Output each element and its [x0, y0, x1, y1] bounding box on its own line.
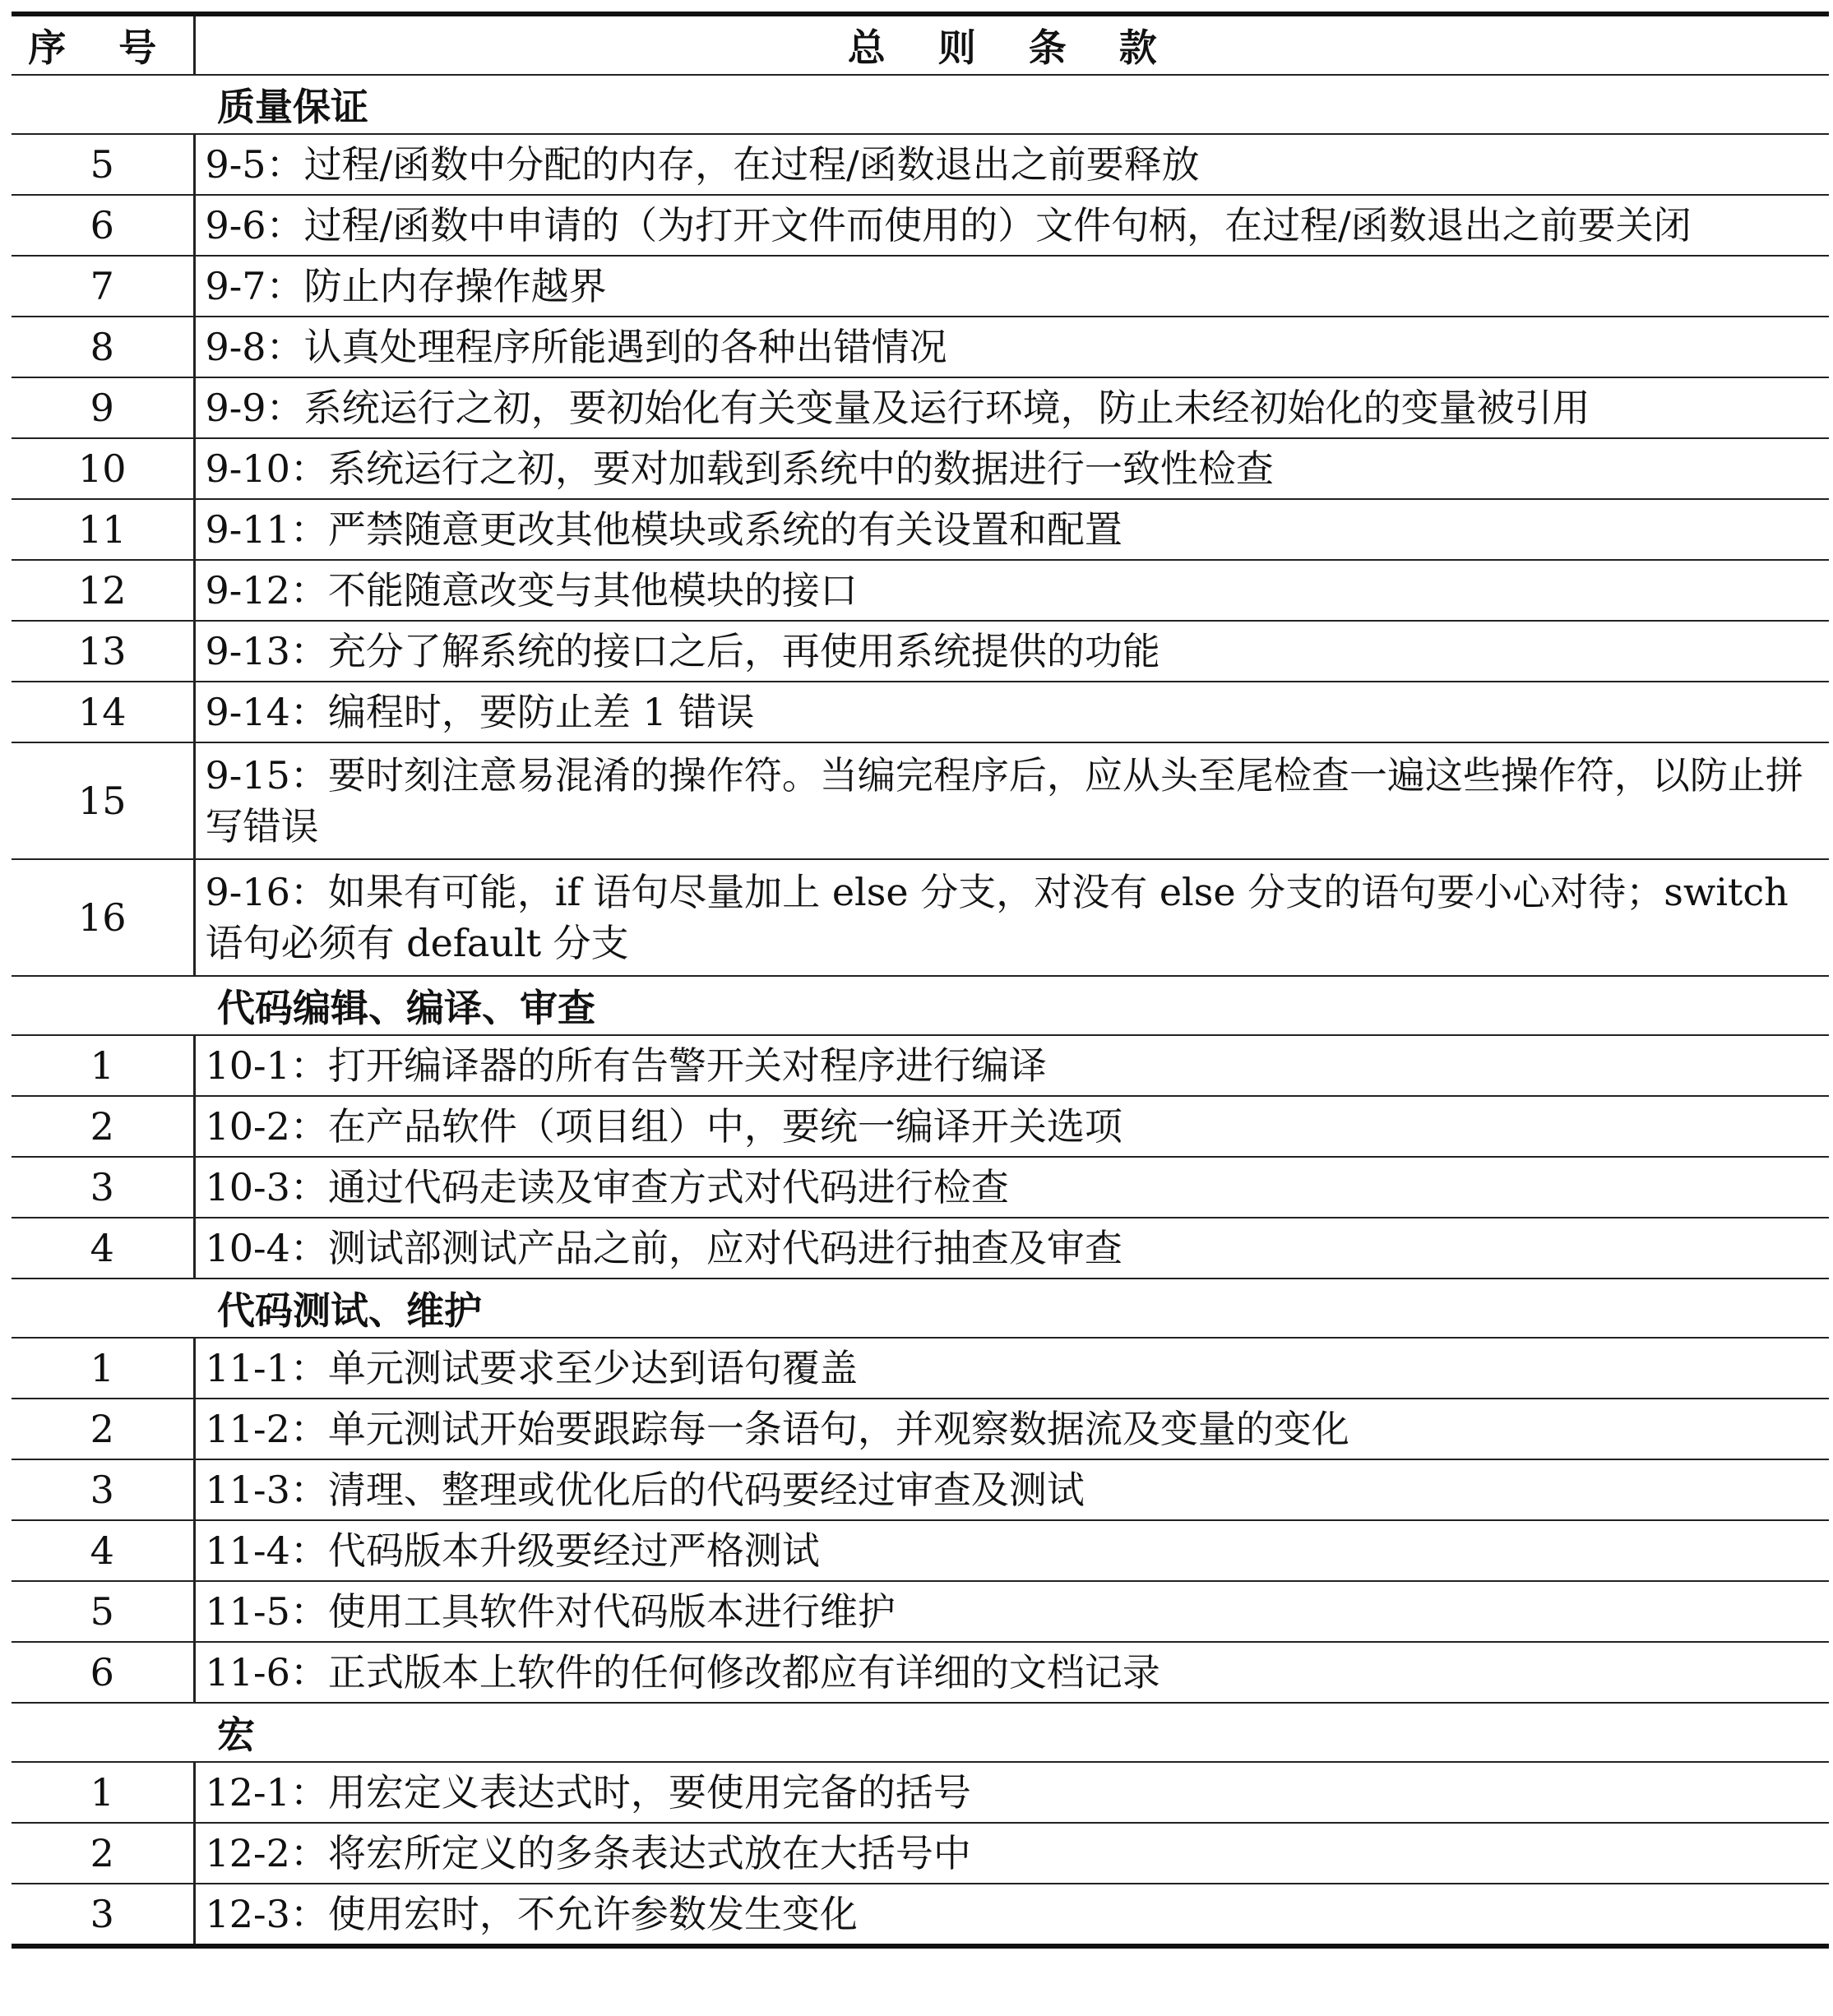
row-number: 8: [12, 317, 194, 377]
table-row: [12, 1823, 1829, 1884]
row-number: 1: [12, 1035, 194, 1096]
row-text: 12-1：用宏定义表达式时，要使用完备的括号: [194, 1762, 1829, 1823]
table-row: [12, 742, 1829, 859]
row-text: 11-3：清理、整理或优化后的代码要经过审查及测试: [194, 1459, 1829, 1520]
table-row: [12, 1459, 1829, 1520]
table-row: [12, 621, 1829, 682]
row-number: 2: [12, 1096, 194, 1157]
row-text: 9-13：充分了解系统的接口之后，再使用系统提供的功能: [194, 621, 1829, 682]
section-row-quality: [12, 75, 1829, 134]
table-row: [12, 1520, 1829, 1581]
table-row: [12, 317, 1829, 377]
row-text: 9-6：过程/函数中申请的（为打开文件而使用的）文件句柄，在过程/函数退出之前要关闭: [194, 195, 1829, 256]
row-text: 9-11：严禁随意更改其他模块或系统的有关设置和配置: [194, 499, 1829, 560]
row-number: 2: [12, 1823, 194, 1884]
row-number: 5: [12, 134, 194, 195]
table-row: [12, 682, 1829, 742]
table-row: [12, 859, 1829, 976]
table-row: [12, 377, 1829, 438]
table-row: [12, 1884, 1829, 1946]
row-number: 2: [12, 1399, 194, 1459]
row-number: 3: [12, 1157, 194, 1218]
row-text: 9-8：认真处理程序所能遇到的各种出错情况: [194, 317, 1829, 377]
row-number: 6: [12, 195, 194, 256]
row-text: 11-2：单元测试开始要跟踪每一条语句，并观察数据流及变量的变化: [194, 1399, 1829, 1459]
section-row-macro: [12, 1703, 1829, 1762]
row-number: 9: [12, 377, 194, 438]
row-text: 9-7：防止内存操作越界: [194, 256, 1829, 317]
row-number: 5: [12, 1581, 194, 1642]
row-text: 10-2：在产品软件（项目组）中，要统一编译开关选项: [194, 1096, 1829, 1157]
row-text: 9-14：编程时，要防止差 1 错误: [194, 682, 1829, 742]
row-number: 6: [12, 1642, 194, 1703]
row-number: 11: [12, 499, 194, 560]
row-number: 4: [12, 1520, 194, 1581]
section-title: 代码编辑、编译、审查: [12, 976, 1829, 1035]
row-text: 9-15：要时刻注意易混淆的操作符。当编完程序后，应从头至尾检查一遍这些操作符，以防止拼写错误: [194, 742, 1829, 859]
row-text: 11-4：代码版本升级要经过严格测试: [194, 1520, 1829, 1581]
table-row: [12, 1218, 1829, 1278]
row-text: 10-1：打开编译器的所有告警开关对程序进行编译: [194, 1035, 1829, 1096]
row-number: 14: [12, 682, 194, 742]
table-body: [12, 75, 1829, 1946]
section-row-code-testing: [12, 1278, 1829, 1338]
row-text: 10-4：测试部测试产品之前，应对代码进行抽查及审查: [194, 1218, 1829, 1278]
table-row: [12, 1642, 1829, 1703]
table-row: [12, 560, 1829, 621]
table-row: [12, 1581, 1829, 1642]
row-number: 15: [12, 742, 194, 859]
table-row: [12, 1157, 1829, 1218]
row-number: 1: [12, 1338, 194, 1399]
row-number: 1: [12, 1762, 194, 1823]
section-title: 质量保证: [12, 75, 1829, 134]
row-number: 12: [12, 560, 194, 621]
table-row: [12, 256, 1829, 317]
row-text: 9-9：系统运行之初，要初始化有关变量及运行环境，防止未经初始化的变量被引用: [194, 377, 1829, 438]
table-header-row: [12, 14, 1829, 75]
row-text: 11-5：使用工具软件对代码版本进行维护: [194, 1581, 1829, 1642]
table-row: [12, 195, 1829, 256]
row-text: 9-12：不能随意改变与其他模块的接口: [194, 560, 1829, 621]
table-row: [12, 1399, 1829, 1459]
header-number: 序 号: [12, 14, 194, 75]
row-text: 12-2：将宏所定义的多条表达式放在大括号中: [194, 1823, 1829, 1884]
row-number: 3: [12, 1884, 194, 1946]
section-row-code-editing: [12, 976, 1829, 1035]
row-number: 4: [12, 1218, 194, 1278]
section-title: 宏: [12, 1703, 1829, 1762]
row-text: 11-1：单元测试要求至少达到语句覆盖: [194, 1338, 1829, 1399]
row-text: 12-3：使用宏时，不允许参数发生变化: [194, 1884, 1829, 1946]
row-number: 16: [12, 859, 194, 976]
row-number: 3: [12, 1459, 194, 1520]
row-text: 9-5：过程/函数中分配的内存，在过程/函数退出之前要释放: [194, 134, 1829, 195]
rules-table: [12, 12, 1829, 1949]
table-row: [12, 1035, 1829, 1096]
table-row: [12, 499, 1829, 560]
row-text: 11-6：正式版本上软件的任何修改都应有详细的文档记录: [194, 1642, 1829, 1703]
table-row: [12, 134, 1829, 195]
table-row: [12, 1762, 1829, 1823]
document-page: [12, 12, 1829, 2001]
row-text: 9-10：系统运行之初，要对加载到系统中的数据进行一致性检查: [194, 438, 1829, 499]
section-title: 代码测试、维护: [12, 1278, 1829, 1338]
table-row: [12, 1338, 1829, 1399]
row-number: 10: [12, 438, 194, 499]
row-number: 7: [12, 256, 194, 317]
row-number: 13: [12, 621, 194, 682]
table-row: [12, 438, 1829, 499]
row-text: 9-16：如果有可能，if 语句尽量加上 else 分支，对没有 else 分支的语句要小心对待；switch 语句必须有 default 分支: [194, 859, 1829, 976]
table-row: [12, 1096, 1829, 1157]
row-text: 10-3：通过代码走读及审查方式对代码进行检查: [194, 1157, 1829, 1218]
header-clauses: 总 则 条 款: [194, 14, 1829, 75]
